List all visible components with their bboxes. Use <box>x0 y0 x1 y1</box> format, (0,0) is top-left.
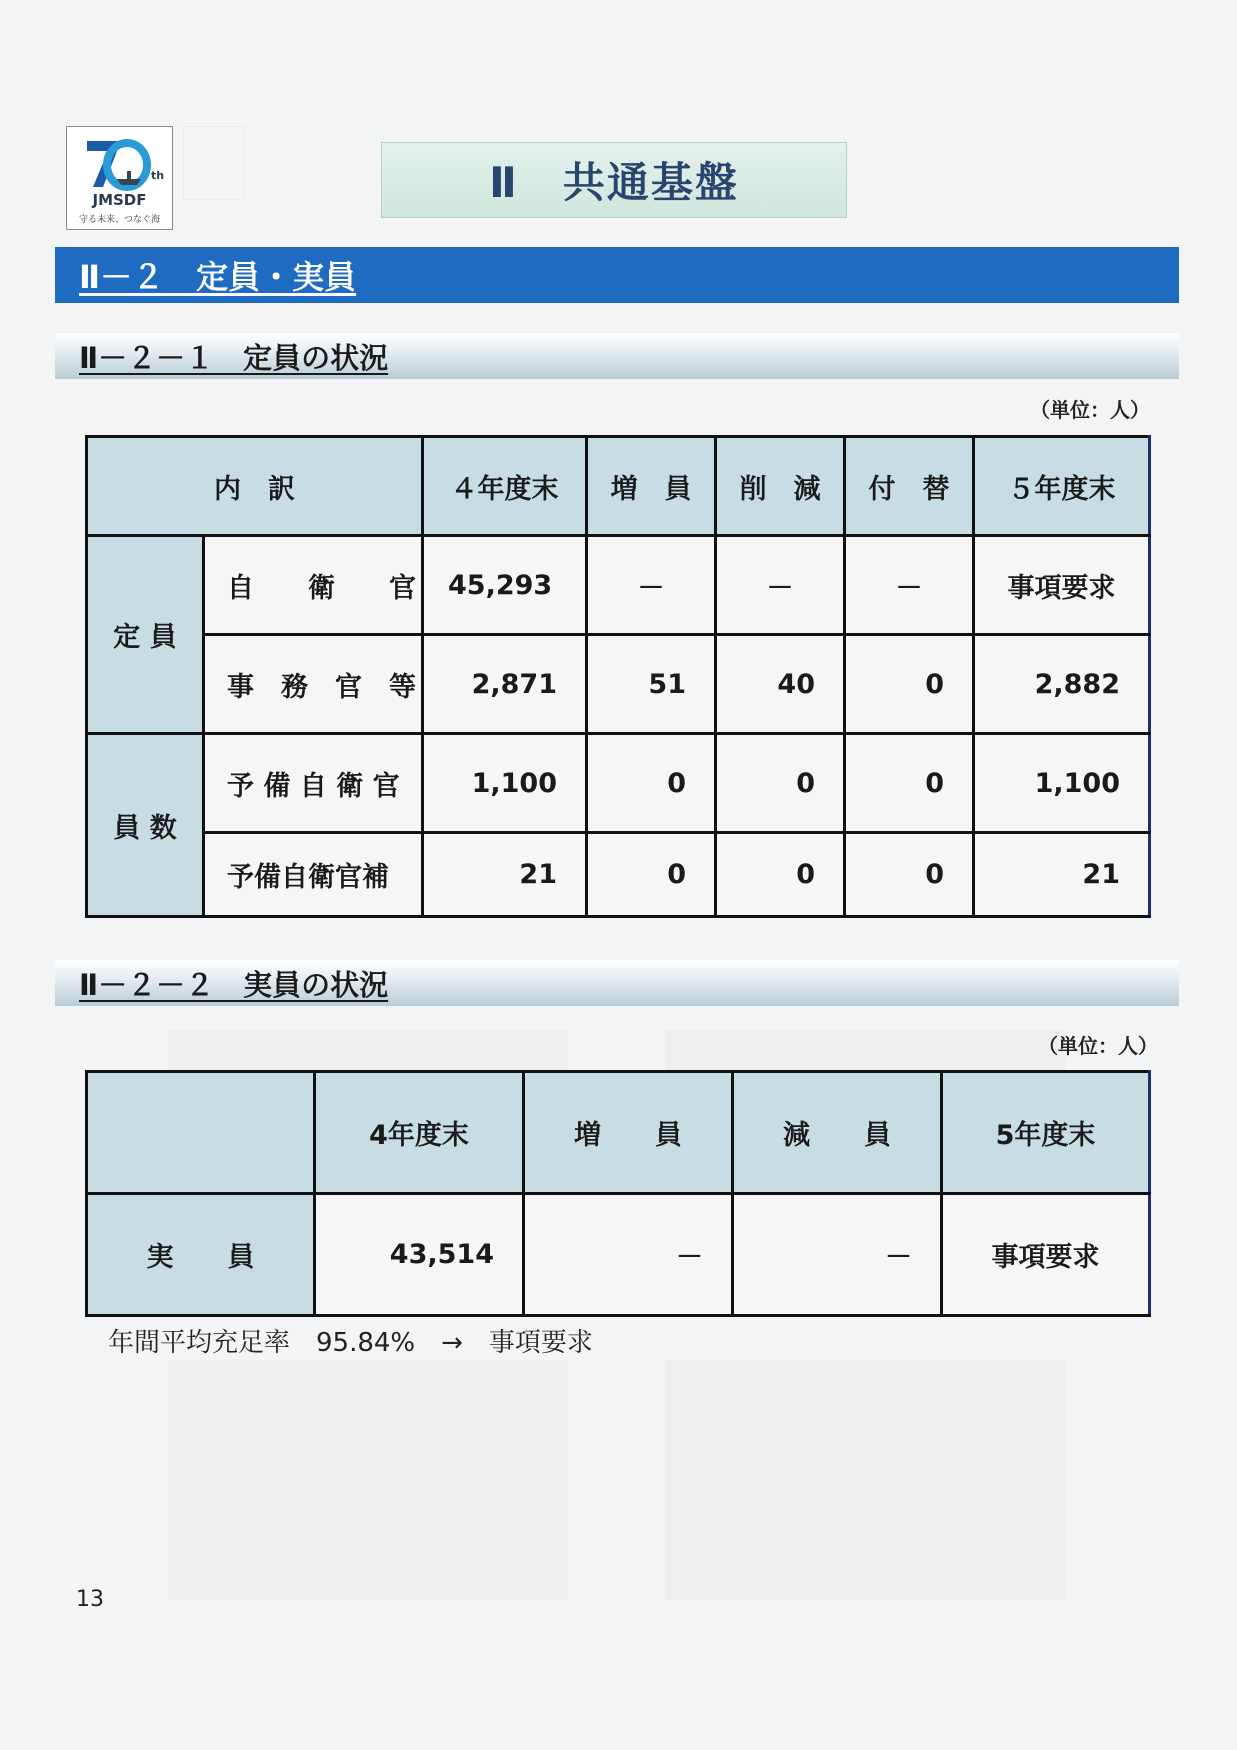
cell-value: 1,100 <box>974 734 1150 833</box>
fill-rate-note: 年間平均充足率 95.84% → 事項要求 <box>108 1328 593 1358</box>
cell-value: － <box>587 536 716 635</box>
header-fy4-end: ４年度末 <box>423 437 587 536</box>
actual-staff-table <box>85 1070 1151 1317</box>
header-breakdown: 内 訳 <box>87 437 423 536</box>
cell-value: － <box>733 1194 942 1316</box>
cell-value: 0 <box>587 833 716 917</box>
cell-value: 43,514 <box>315 1194 524 1316</box>
row-label: 予備自衛官補 <box>204 833 423 917</box>
cell-value: 0 <box>845 734 974 833</box>
header-increase: 増 員 <box>587 437 716 536</box>
table-row <box>87 734 1150 833</box>
cell-value: 事項要求 <box>974 536 1150 635</box>
subsection-heading-actual: Ⅱ－２－２ 実員の状況 <box>55 960 1179 1006</box>
row-label: 実 員 <box>87 1194 315 1316</box>
table-row <box>87 1194 1150 1316</box>
capacity-table <box>85 435 1151 918</box>
cell-value: 45,293 <box>423 536 587 635</box>
logo-suffix: th <box>151 169 165 182</box>
subsection-heading-capacity: Ⅱ－２－１ 定員の状況 <box>55 333 1179 379</box>
cell-value: 21 <box>974 833 1150 917</box>
header-fy5-end: 5年度末 <box>942 1072 1150 1194</box>
header-fy5-end: ５年度末 <box>974 437 1150 536</box>
header-increase: 増 員 <box>524 1072 733 1194</box>
cell-value: 2,871 <box>423 635 587 734</box>
cell-value: 1,100 <box>423 734 587 833</box>
cell-value: 0 <box>845 833 974 917</box>
table-row <box>87 833 1150 917</box>
cell-value: 事項要求 <box>942 1194 1150 1316</box>
row-label: 事 務 官 等 <box>204 635 423 734</box>
unit-label: （単位：人） <box>1038 1034 1158 1058</box>
unit-label: （単位：人） <box>1030 398 1150 422</box>
cell-value: 40 <box>716 635 845 734</box>
logo-motto: 守る未来、つなぐ海 <box>78 215 160 225</box>
background-shadow <box>168 1360 568 1600</box>
header-empty <box>87 1072 315 1194</box>
cell-value: － <box>845 536 974 635</box>
background-shadow <box>665 1360 1065 1600</box>
jmsdf-70th-logo <box>66 126 173 230</box>
header-reduction: 削 減 <box>716 437 845 536</box>
cell-value: － <box>716 536 845 635</box>
row-label: 自 衛 官 <box>204 536 423 635</box>
cell-value: 0 <box>716 734 845 833</box>
header-decrease: 減 員 <box>733 1072 942 1194</box>
cell-value: 0 <box>716 833 845 917</box>
cell-value: － <box>524 1194 733 1316</box>
section-title: Ⅱ 共通基盤 <box>381 142 847 218</box>
table-row <box>87 635 1150 734</box>
row-label: 予 備 自 衛 官 <box>204 734 423 833</box>
header-transfer: 付 替 <box>845 437 974 536</box>
cell-value: 0 <box>845 635 974 734</box>
page-number: 13 <box>76 1587 104 1612</box>
logo-abbreviation: JMSDF <box>92 191 147 209</box>
cell-value: 2,882 <box>974 635 1150 734</box>
group-label-quota: 定 員 <box>87 536 204 734</box>
chapter-heading: Ⅱ－２ 定員・実員 <box>55 247 1179 303</box>
background-shadow <box>183 126 245 200</box>
anniversary-emblem-icon <box>81 135 161 193</box>
table-row <box>87 536 1150 635</box>
cell-value: 21 <box>423 833 587 917</box>
group-label-number: 員 数 <box>87 734 204 917</box>
header-fy4-end: 4年度末 <box>315 1072 524 1194</box>
cell-value: 0 <box>587 734 716 833</box>
cell-value: 51 <box>587 635 716 734</box>
